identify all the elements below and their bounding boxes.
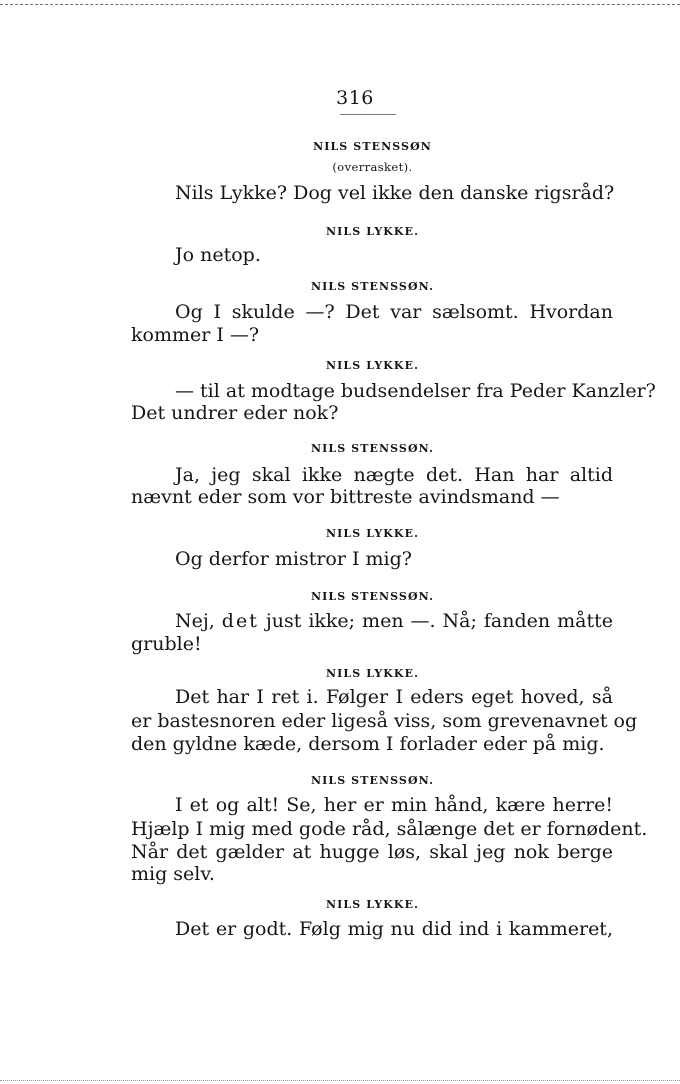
speaker-heading: NILS STENSSØN. bbox=[310, 590, 435, 603]
dialogue-line: — til at modtage budsendelser fra Peder Kanzler? bbox=[175, 380, 656, 402]
dialogue-line: Det er godt. Følg mig nu did ind i kammeret, bbox=[175, 918, 613, 940]
page-number-rule bbox=[340, 114, 396, 115]
speaker-heading: NILS LYKKE. bbox=[325, 527, 420, 540]
speaker-heading: NILS LYKKE. bbox=[325, 667, 420, 680]
dialogue-line: Nils Lykke? Dog vel ikke den danske rigsråd? bbox=[175, 182, 615, 204]
dialogue-word: Nej, bbox=[175, 610, 215, 632]
stage-direction: (overrasket). bbox=[332, 160, 413, 174]
page-number: 316 bbox=[336, 87, 374, 109]
dialogue-line: Og derfor mistror I mig? bbox=[175, 548, 412, 570]
speaker-heading: NILS LYKKE. bbox=[325, 898, 420, 911]
page-top-edge bbox=[0, 4, 680, 5]
speaker-heading: NILS STENSSØN bbox=[313, 140, 432, 153]
dialogue-text: just ikke; men —. Nå; fanden måtte bbox=[265, 610, 613, 632]
dialogue-line: Når det gælder at hugge løs, skal jeg nok berge bbox=[131, 841, 613, 863]
emphasized-word: det bbox=[221, 610, 259, 632]
dialogue-line: Det har I ret i. Følger I eders eget hoved, så bbox=[175, 686, 613, 708]
dialogue-line: den gyldne kæde, dersom I forlader eder på mig. bbox=[131, 733, 605, 755]
page-bottom-edge bbox=[0, 1080, 680, 1081]
dialogue-line: Det undrer eder nok? bbox=[131, 402, 339, 424]
speaker-heading: NILS STENSSØN. bbox=[310, 442, 435, 455]
speaker-heading: NILS LYKKE. bbox=[325, 225, 420, 238]
dialogue-line: er bastesnoren eder ligeså viss, som grevenavnet og bbox=[131, 710, 638, 732]
dialogue-line: Hjælp I mig med gode råd, sålænge det er fornødent. bbox=[131, 818, 648, 840]
dialogue-line: kommer I —? bbox=[131, 324, 260, 346]
dialogue-line: Jo netop. bbox=[175, 244, 261, 266]
dialogue-line: Og I skulde —? Det var sælsomt. Hvordan bbox=[175, 301, 613, 323]
speaker-heading: NILS STENSSØN. bbox=[310, 774, 435, 787]
speaker-heading: NILS STENSSØN. bbox=[310, 280, 435, 293]
speaker-heading: NILS LYKKE. bbox=[325, 359, 420, 372]
dialogue-line: mig selv. bbox=[131, 863, 215, 885]
dialogue-line bbox=[175, 612, 613, 631]
dialogue-line: gruble! bbox=[131, 633, 202, 655]
dialogue-line: I et og alt! Se, her er min hånd, kære herre! bbox=[175, 794, 613, 816]
dialogue-line: nævnt eder som vor bittreste avindsmand — bbox=[131, 486, 560, 508]
dialogue-line: Ja, jeg skal ikke nægte det. Han har altid bbox=[175, 464, 613, 486]
